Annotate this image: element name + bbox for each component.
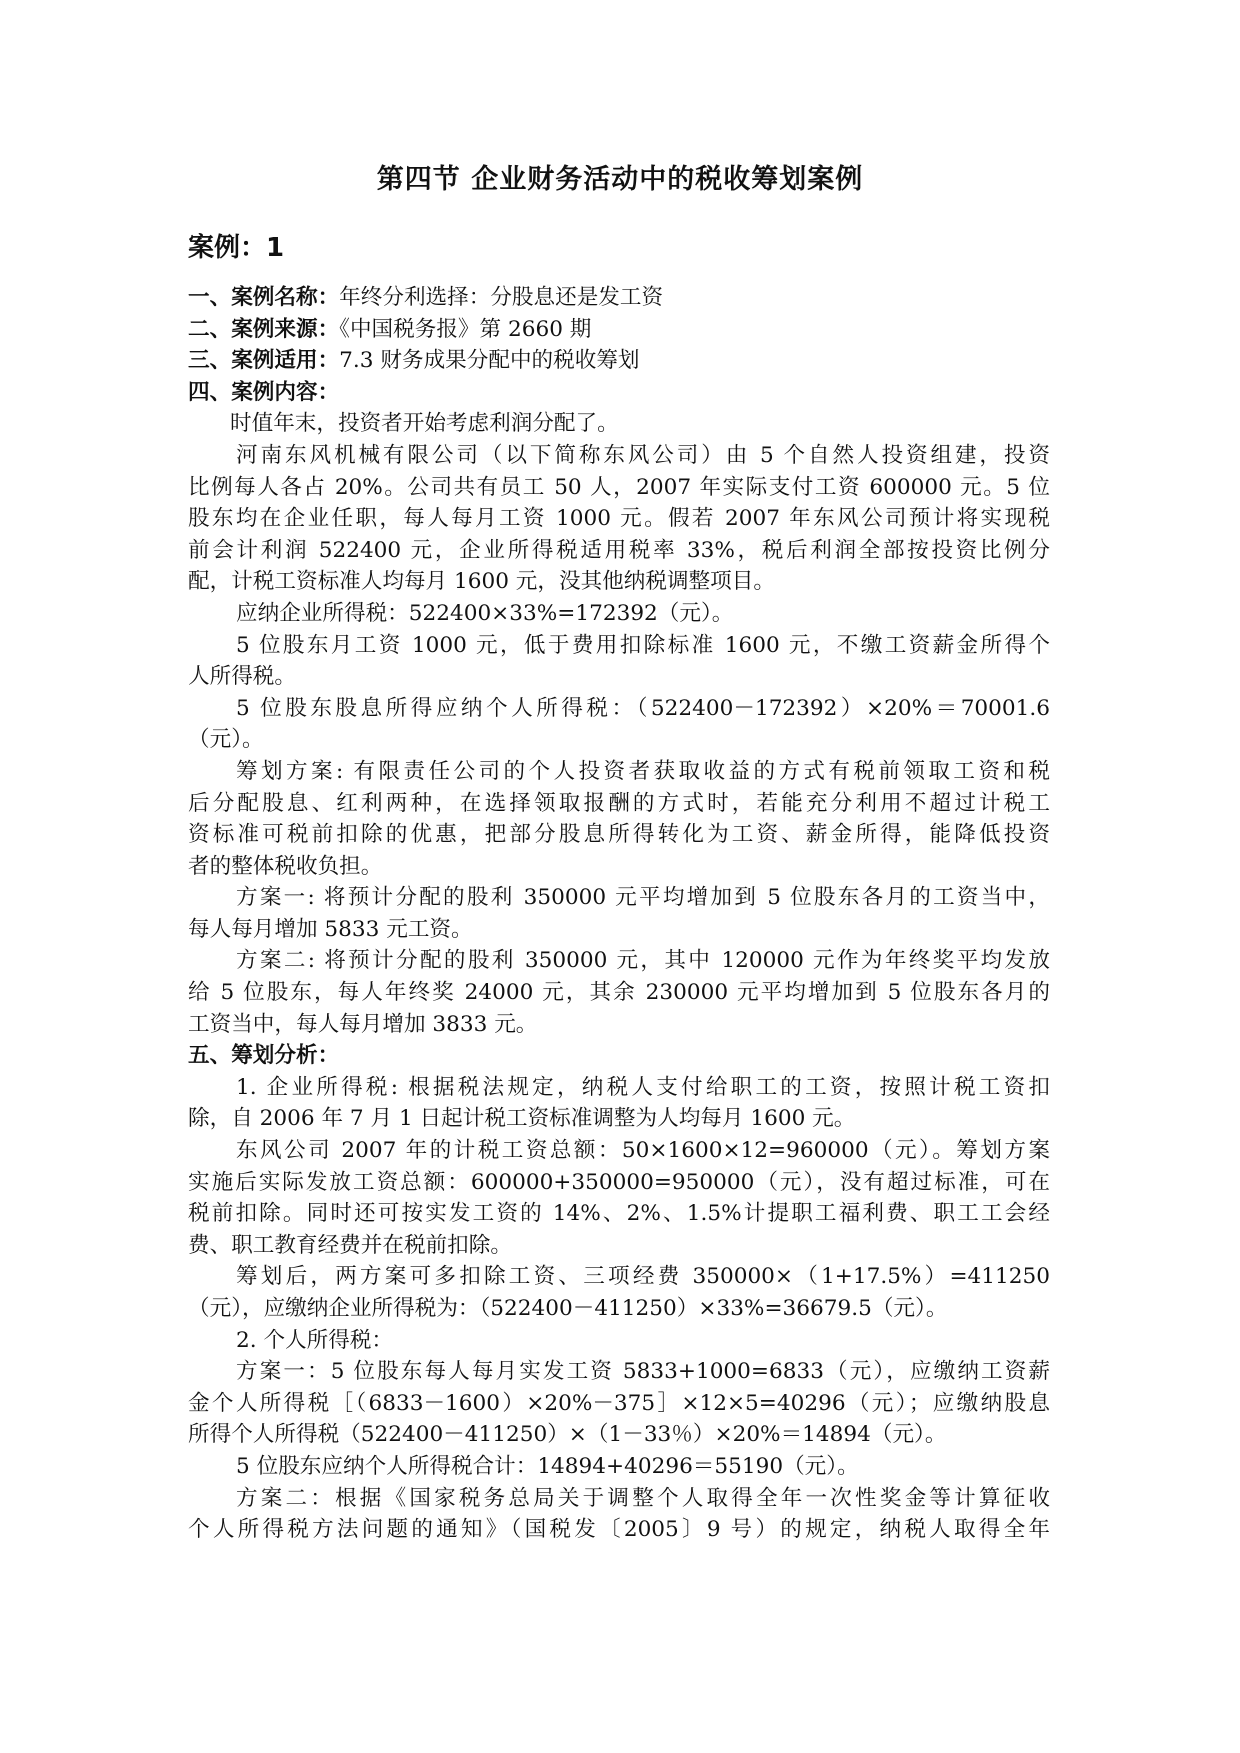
- analysis-line: 1. 企业所得税: 根据税法规定，纳税人支付给职工的工资，按照计税工资扣: [236, 1074, 1050, 1100]
- content-line: 每人每月增加 5833 元工资。: [188, 916, 473, 942]
- page-title: 第四节 企业财务活动中的税收筹划案例: [376, 164, 864, 195]
- case-content-heading: 四、案例内容：: [188, 379, 340, 405]
- analysis-line: 除，自 2006 年 7 月 1 日起计税工资标准调整为人均每月 1600 元。: [188, 1106, 856, 1132]
- content-line: 人所得税。: [188, 664, 296, 690]
- content-line: 5 位股东月工资 1000 元，低于费用扣除标准 1600 元，不缴工资薪金所得个: [236, 632, 1050, 658]
- content-line: 给 5 位股东，每人年终奖 24000 元，其余 230000 元平均增加到 5 位股东各月的: [188, 980, 1050, 1006]
- content-line: 后分配股息、红利两种，在选择领取报酬的方式时，若能充分利用不超过计税工: [188, 790, 1050, 816]
- content-line: 资标准可税前扣除的优惠，把部分股息所得转化为工资、薪金所得，能降低投资: [188, 822, 1050, 848]
- content-line: 比例每人各占 20%。公司共有员工 50 人，2007 年实际支付工资 600000 元。5 位: [188, 474, 1050, 500]
- document-body: [188, 282, 1050, 1546]
- case-apply-line: [188, 345, 1050, 377]
- analysis-line: 金个人所得税［（6833－1600）×20%－375］×12×5=40296（元）；应缴纳股息: [188, 1390, 1050, 1416]
- analysis-line: 2. 个人所得税：: [236, 1327, 394, 1353]
- case-apply-value: 7.3 财务成果分配中的税收筹划: [339, 348, 640, 374]
- content-line: 工资当中，每人每月增加 3833 元。: [188, 1011, 538, 1037]
- case-name-value: 年终分利选择：分股息还是发工资: [339, 285, 664, 310]
- content-line: 时值年末，投资者开始考虑利润分配了。: [230, 411, 619, 437]
- analysis-line: 实施后实际发放工资总额：600000+350000=950000（元），没有超过标准，可在: [188, 1169, 1050, 1195]
- content-line: 配，计税工资标准人均每月 1600 元，没其他纳税调整项目。: [188, 569, 775, 595]
- analysis-line: 东风公司 2007 年的计税工资总额：50×1600×12=960000（元）。筹划方案: [236, 1138, 1050, 1164]
- analysis-heading: 五、筹划分析：: [188, 1043, 340, 1069]
- case-source-line: [188, 314, 1050, 346]
- content-line: 应纳企业所得税：522400×33%=172392（元）。: [236, 600, 734, 626]
- analysis-line: 费、职工教育经费并在税前扣除。: [188, 1232, 512, 1258]
- analysis-line: （元），应缴纳企业所得税为：（522400－411250）×33%=36679.5（元）。: [188, 1296, 948, 1321]
- analysis-line: 方案二：根据《国家税务总局关于调整个人取得全年一次性奖金等计算征收: [236, 1485, 1050, 1511]
- analysis-line: 个人所得税方法问题的通知》（国税发〔2005〕9 号）的规定，纳税人取得全年: [188, 1517, 1050, 1543]
- case-source-value: 《中国税务报》第 2660 期: [339, 316, 592, 342]
- content-line: 河南东风机械有限公司（以下简称东风公司）由 5 个自然人投资组建，投资: [236, 442, 1050, 468]
- content-line: 前会计利润 522400 元，企业所得税适用税率 33%，税后利润全部按投资比例分: [188, 537, 1050, 563]
- analysis-line: 税前扣除。同时还可按实发工资的 14%、2%、1.5%计提职工福利费、职工工会经: [188, 1201, 1050, 1227]
- content-line: 股东均在企业任职，每人每月工资 1000 元。假若 2007 年东风公司预计将实现税: [188, 506, 1050, 532]
- content-line: 方案二: 将预计分配的股利 350000 元，其中 120000 元作为年终奖平均发放: [236, 948, 1050, 974]
- case-name-label: 一、案例名称：: [188, 285, 340, 310]
- content-line: （元）。: [188, 727, 264, 753]
- analysis-line: 5 位股东应纳个人所得税合计：14894+40296＝55190（元）。: [236, 1453, 859, 1479]
- case-name-line: [188, 282, 1050, 314]
- analysis-line: 筹划后，两方案可多扣除工资、三项经费 350000×（1+17.5%）=411250: [236, 1264, 1050, 1290]
- case-source-label: 二、案例来源：: [188, 316, 340, 342]
- analysis-line: 所得个人所得税（522400－411250）×（1－33％）×20%＝14894（元）。: [188, 1422, 947, 1448]
- content-line: 5 位股东股息所得应纳个人所得税：（522400－172392）×20%＝70001.6: [236, 695, 1050, 721]
- case-number: 案例：1: [188, 233, 285, 263]
- content-line: 方案一: 将预计分配的股利 350000 元平均增加到 5 位股东各月的工资当中，: [236, 885, 1050, 911]
- case-apply-label: 三、案例适用：: [188, 348, 340, 374]
- analysis-line: 方案一：5 位股东每人每月实发工资 5833+1000=6833（元），应缴纳工资薪: [236, 1359, 1050, 1385]
- content-line: 者的整体税收负担。: [188, 853, 383, 879]
- content-line: 筹划方案: 有限责任公司的个人投资者获取收益的方式有税前领取工资和税: [236, 758, 1050, 784]
